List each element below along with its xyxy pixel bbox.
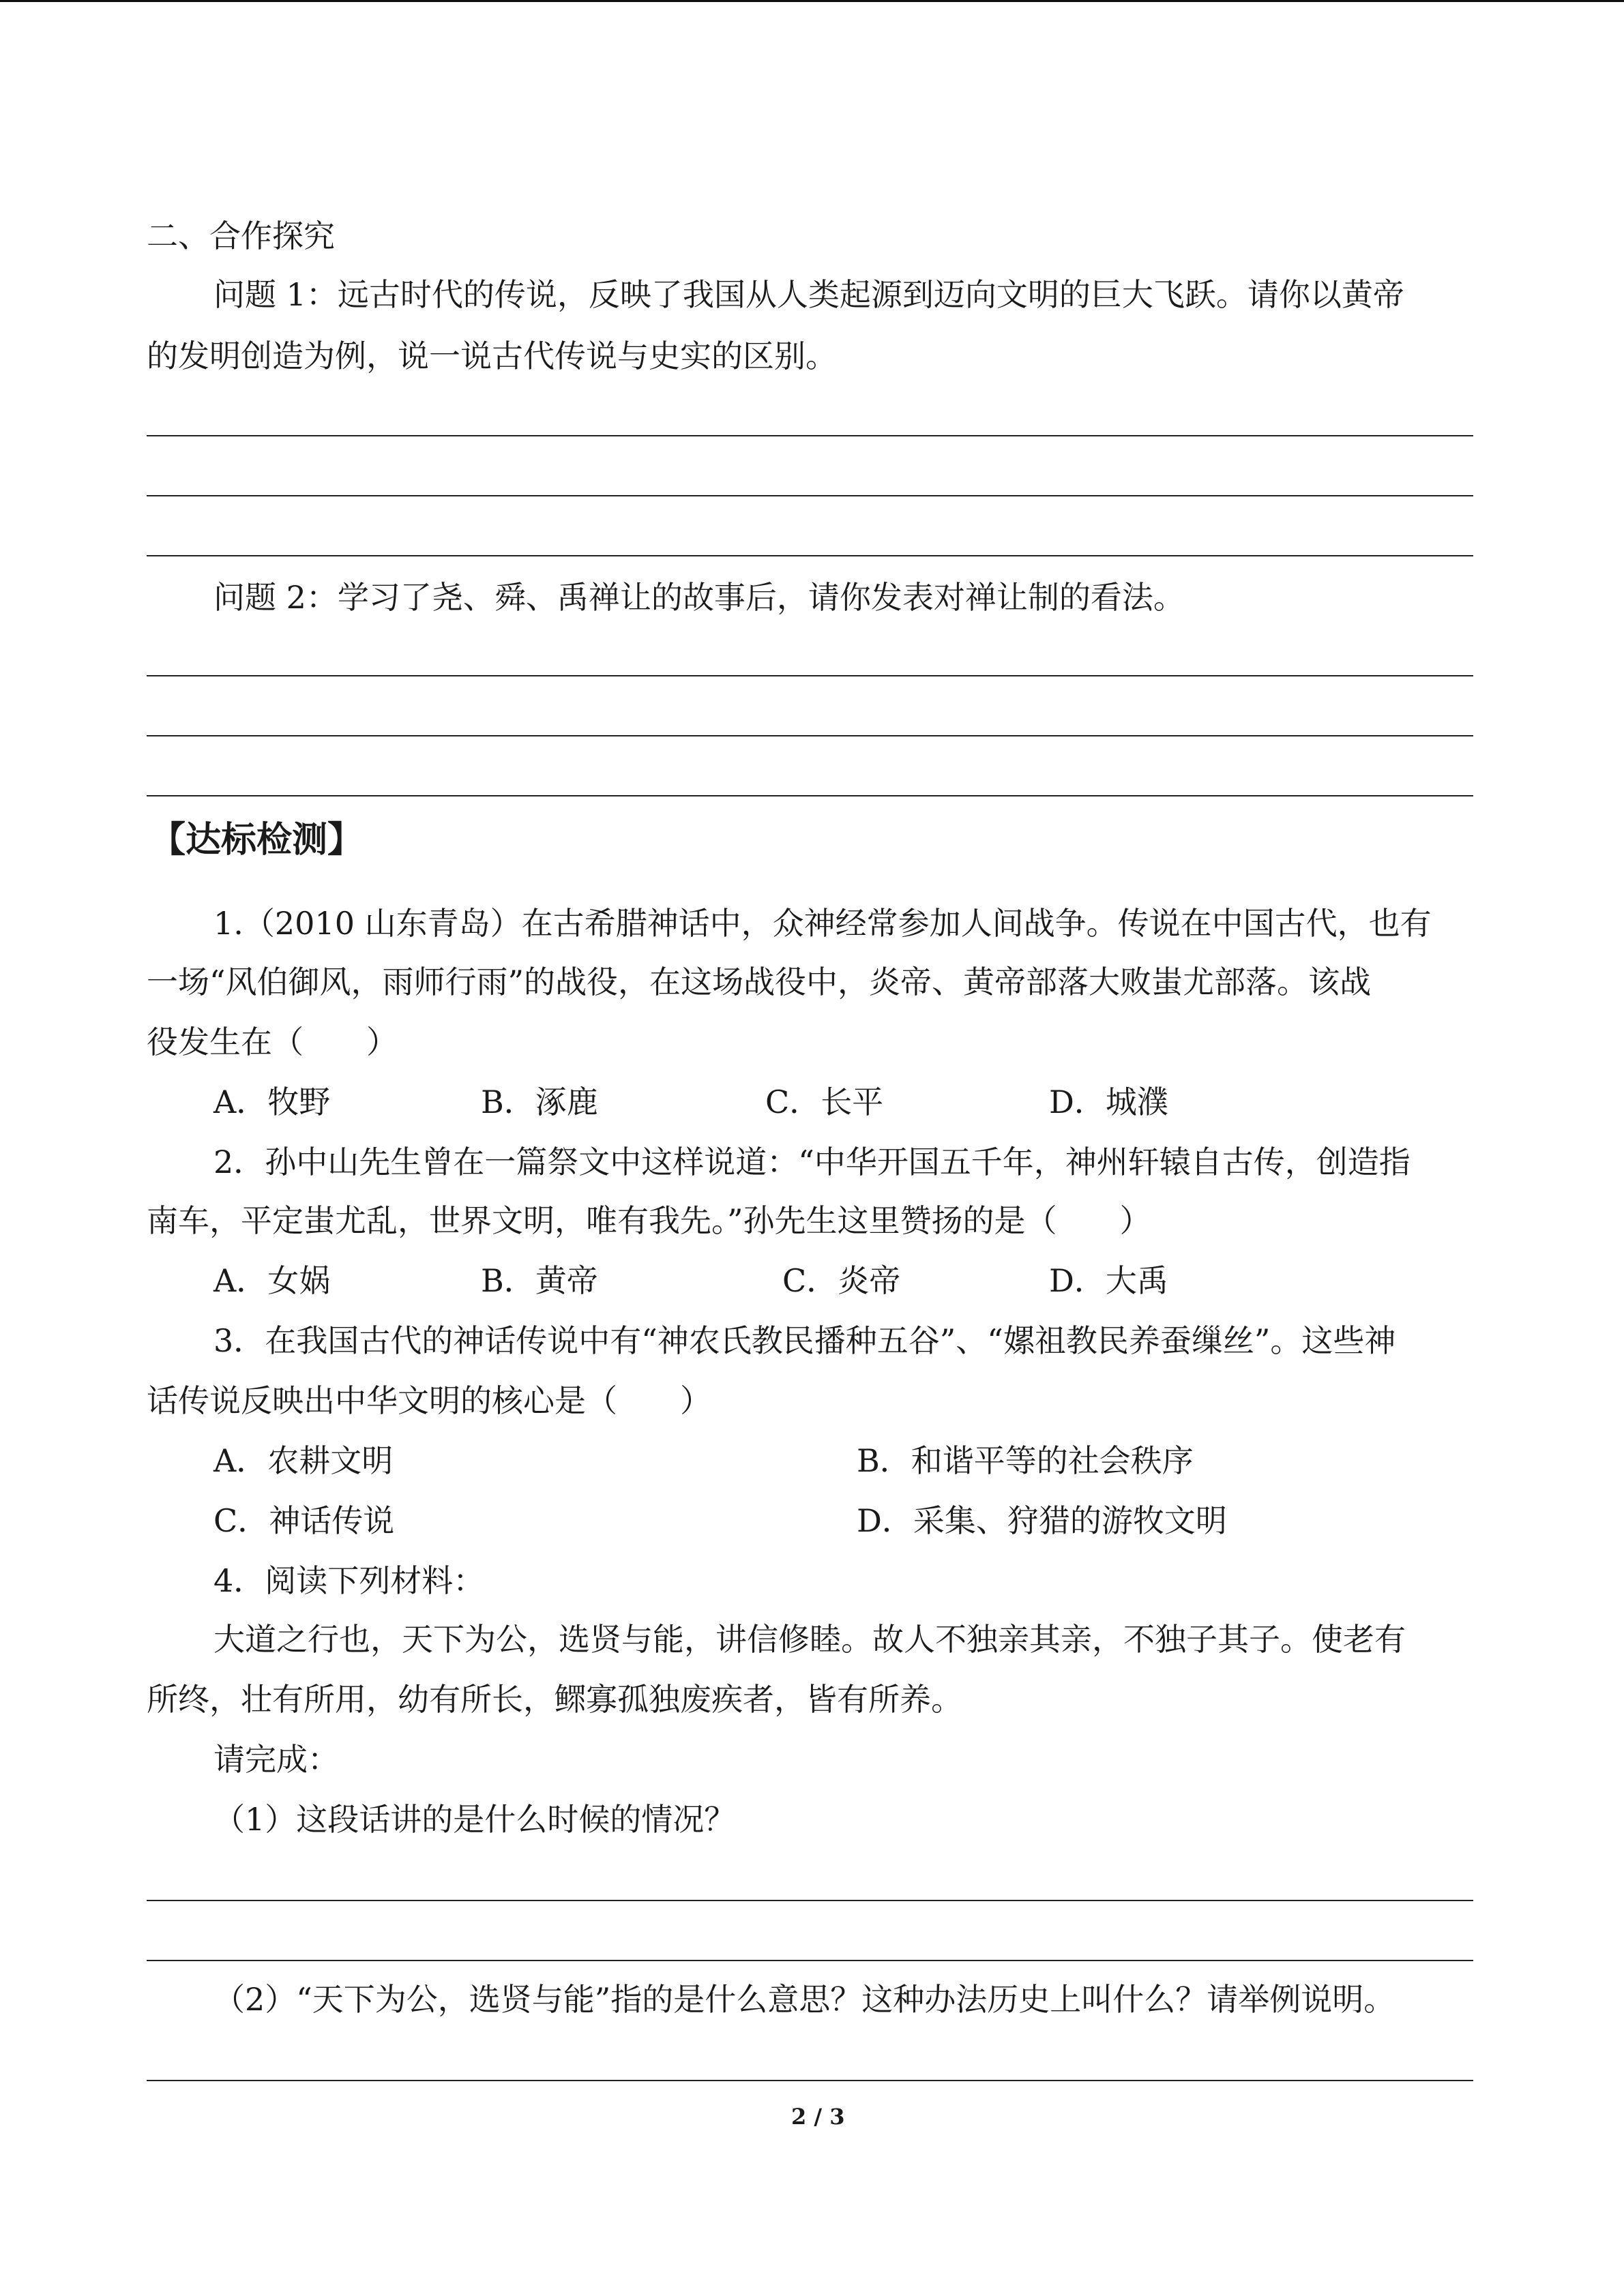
check-q3-option-c: C．神话传说 bbox=[213, 1502, 395, 1539]
check-q1-line-2: 一场“风伯御风，雨师行雨”的战役，在这场战役中，炎帝、黄帝部落大败蚩尤部落。该战 bbox=[147, 964, 1372, 1000]
check-q4-line-1: 4．阅读下列材料： bbox=[213, 1562, 485, 1599]
check-q1-option-c: C．长平 bbox=[765, 1084, 884, 1120]
check-q2-line-2: 南车，平定蚩尤乱，世界文明，唯有我先。”孙先生这里赞扬的是（ ） bbox=[147, 1202, 1151, 1239]
check-q1-line-1: 1.（2010 山东青岛）在古希腊神话中，众神经常参加人间战争。传说在中国古代，也有 bbox=[213, 905, 1432, 942]
check-q4-sub-1: （1）这段话讲的是什么时候的情况？ bbox=[213, 1801, 736, 1838]
answer-line bbox=[147, 1960, 1473, 1961]
check-q2-option-c: C．炎帝 bbox=[782, 1262, 901, 1299]
answer-line bbox=[147, 2080, 1473, 2081]
answer-line bbox=[147, 675, 1473, 676]
answer-line bbox=[147, 1900, 1473, 1901]
answer-line bbox=[147, 555, 1473, 556]
check-q3-line-1: 3．在我国古代的神话传说中有“神农氏教民播种五谷”、“嫘祖教民养蚕缫丝”。这些神 bbox=[213, 1322, 1396, 1359]
check-q3-option-b: B．和谐平等的社会秩序 bbox=[857, 1442, 1194, 1479]
check-q1-line-3: 役发生在（ ） bbox=[147, 1024, 398, 1060]
check-q4-prompt: 请完成： bbox=[213, 1741, 339, 1778]
question-2: 问题 2：学习了尧、舜、禹禅让的故事后，请你发表对禅让制的看法。 bbox=[213, 579, 1185, 616]
check-q2-option-b: B．黄帝 bbox=[481, 1262, 598, 1299]
check-q2-option-d: D．大禹 bbox=[1049, 1262, 1168, 1299]
check-q4-material-line-1: 大道之行也，天下为公，选贤与能，讲信修睦。故人不独亲其亲，不独子其子。使老有 bbox=[213, 1621, 1406, 1658]
section-title: 二、合作探究 bbox=[147, 218, 335, 254]
check-heading: 【达标检测】 bbox=[150, 820, 364, 861]
check-q1-option-d: D．城濮 bbox=[1049, 1084, 1168, 1120]
page-top-border bbox=[0, 0, 1624, 2]
check-q3-option-a: A．农耕文明 bbox=[213, 1442, 394, 1479]
check-q1-option-b: B．涿鹿 bbox=[481, 1084, 598, 1120]
question-1-line-2: 的发明创造为例，说一说古代传说与史实的区别。 bbox=[147, 338, 837, 374]
page-number: 2 / 3 bbox=[791, 2104, 845, 2130]
check-q2-option-a: A．女娲 bbox=[213, 1262, 331, 1299]
check-q4-material-line-2: 所终，壮有所用，幼有所长，鳏寡孤独废疾者，皆有所养。 bbox=[147, 1681, 962, 1718]
check-q3-option-d: D．采集、狩猎的游牧文明 bbox=[857, 1502, 1227, 1539]
check-q2-line-1: 2．孙中山先生曾在一篇祭文中这样说道：“中华开国五千年，神州轩辕自古传，创造指 bbox=[213, 1144, 1411, 1180]
check-q3-line-2: 话传说反映出中华文明的核心是（ ） bbox=[147, 1382, 711, 1419]
question-1-line-1: 问题 1：远古时代的传说，反映了我国从人类起源到迈向文明的巨大飞跃。请你以黄帝 bbox=[213, 276, 1404, 313]
answer-line bbox=[147, 495, 1473, 496]
answer-line bbox=[147, 735, 1473, 736]
answer-line bbox=[147, 435, 1473, 436]
answer-line bbox=[147, 795, 1473, 796]
check-q4-sub-2: （2）“天下为公，选贤与能”指的是什么意思？这种办法历史上叫什么？请举例说明。 bbox=[213, 1981, 1396, 2018]
check-q1-option-a: A．牧野 bbox=[213, 1084, 331, 1120]
